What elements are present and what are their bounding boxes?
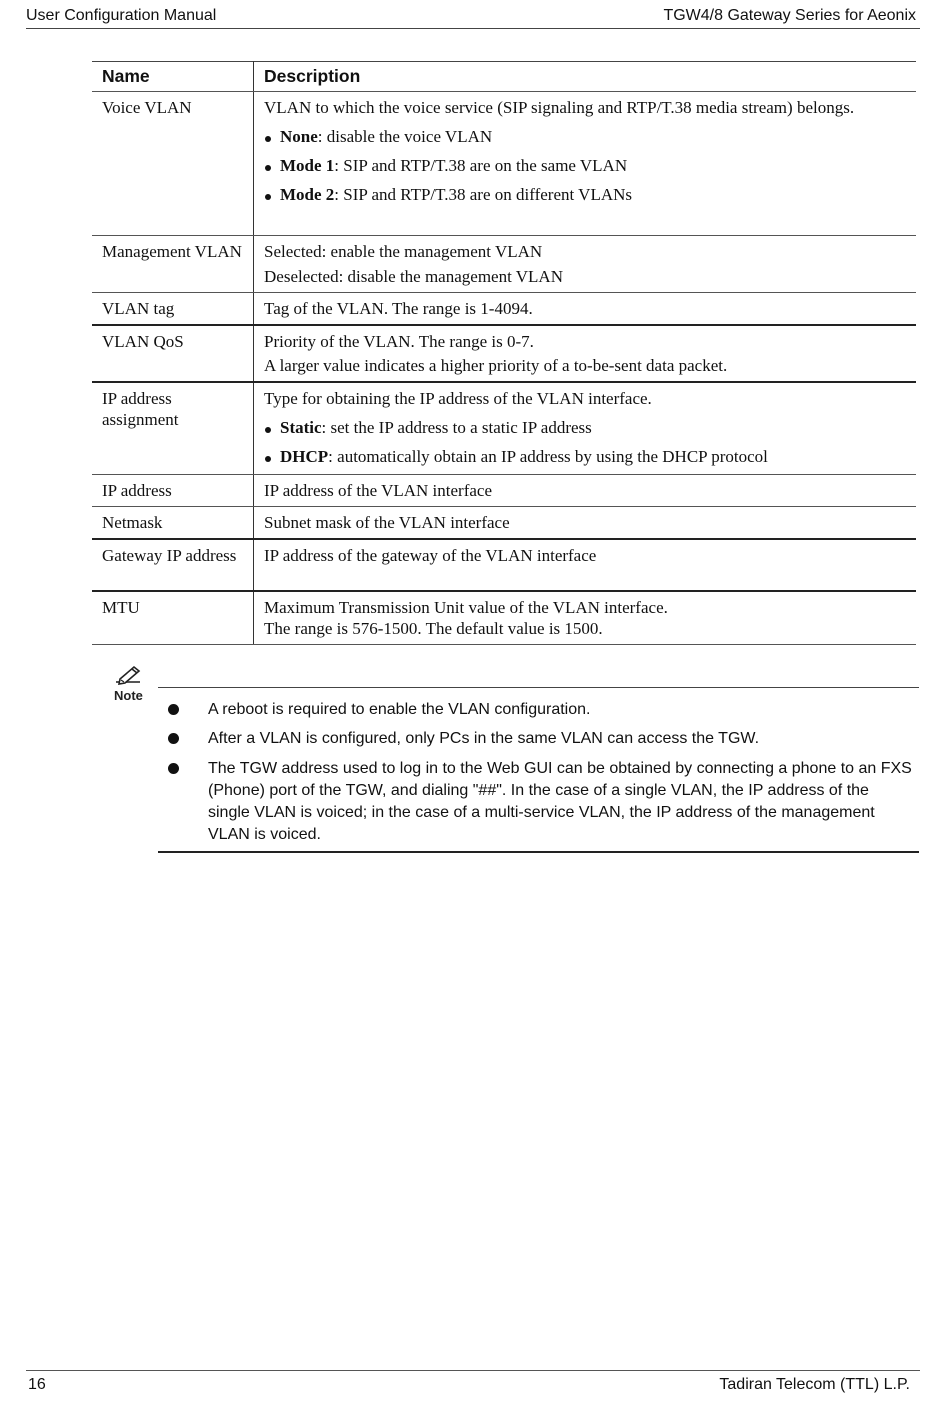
option-text: : automatically obtain an IP address by using the DHCP protocol	[328, 447, 768, 466]
table-row	[92, 539, 916, 591]
row-name: Gateway IP address	[92, 539, 254, 591]
table-row	[92, 474, 916, 506]
row-name: IP address assignment	[92, 382, 254, 474]
description-line: The range is 576-1500. The default value is 1500.	[264, 618, 603, 638]
table-row	[92, 325, 916, 382]
row-name: IP address	[92, 474, 254, 506]
company-name: Tadiran Telecom (TTL) L.P.	[719, 1376, 910, 1393]
option-item	[264, 126, 906, 147]
description-line: Type for obtaining the IP address of the VLAN interface.	[264, 389, 652, 408]
description-line: Tag of the VLAN. The range is 1-4094.	[264, 299, 533, 318]
option-item	[264, 184, 906, 205]
option-item	[264, 417, 906, 438]
row-name: VLAN QoS	[92, 325, 254, 382]
table-row	[92, 506, 916, 539]
description-line: Subnet mask of the VLAN interface	[264, 512, 510, 532]
option-term: None	[280, 127, 318, 146]
note-box	[158, 687, 919, 853]
pencil-icon	[112, 664, 146, 688]
option-text: : disable the voice VLAN	[317, 127, 493, 146]
row-description	[254, 382, 917, 474]
option-term: Static	[280, 418, 322, 437]
option-item	[264, 446, 906, 467]
column-header-description: Description	[254, 62, 917, 92]
row-name: Netmask	[92, 506, 254, 539]
table-header-row	[92, 62, 916, 92]
row-description	[254, 236, 917, 293]
note-item: The TGW address used to log in to the Web GUI can be obtained by connecting a phone to an FXS (Phone) port of the TGW, and dialing "##". In the case of a single VLAN, the IP address of the single VLAN is voiced; in the case of a multi-service VLAN, the IP address of the management VLAN is voiced.	[208, 758, 913, 846]
row-description	[254, 591, 917, 645]
option-list	[264, 126, 906, 205]
description-line: Maximum Transmission Unit value of the VLAN interface.	[264, 597, 668, 617]
description-line: Deselected: disable the management VLAN	[264, 267, 563, 286]
option-term: DHCP	[280, 447, 329, 466]
row-description	[254, 539, 917, 591]
table-row	[92, 293, 916, 326]
option-term: Mode 2	[280, 185, 335, 204]
row-name: Voice VLAN	[92, 92, 254, 236]
product-title: TGW4/8 Gateway Series for Aeonix	[663, 7, 916, 24]
option-item	[264, 155, 906, 176]
description-line: IP address of the VLAN interface	[264, 480, 493, 500]
option-term: Mode 1	[280, 156, 335, 175]
option-text: : SIP and RTP/T.38 are on different VLANs	[334, 185, 632, 204]
description-line: VLAN to which the voice service (SIP signaling and RTP/T.38 media stream) belongs.	[264, 98, 855, 117]
option-text: : set the IP address to a static IP address	[321, 418, 592, 437]
row-description	[254, 92, 917, 236]
note-item: A reboot is required to enable the VLAN configuration.	[208, 699, 913, 721]
table-row	[92, 92, 916, 236]
row-name: Management VLAN	[92, 236, 254, 293]
row-description	[254, 325, 917, 382]
option-text: : SIP and RTP/T.38 are on the same VLAN	[334, 156, 628, 175]
row-description	[254, 474, 917, 506]
note-icon	[112, 664, 146, 708]
manual-title: User Configuration Manual	[26, 7, 217, 24]
running-footer	[26, 1370, 920, 1405]
description-line: Selected: enable the management VLAN	[264, 242, 543, 261]
table-row	[92, 382, 916, 474]
parameter-table	[92, 61, 916, 645]
column-header-name: Name	[92, 62, 254, 92]
description-line: A larger value indicates a higher priority of a to-be-sent data packet.	[264, 356, 728, 375]
row-name: MTU	[92, 591, 254, 645]
note-label: Note	[114, 688, 143, 703]
row-description	[254, 506, 917, 539]
description-line: IP address of the gateway of the VLAN interface	[264, 545, 597, 565]
table-row	[92, 236, 916, 293]
row-name: VLAN tag	[92, 293, 254, 326]
option-list	[264, 417, 906, 467]
page-number: 16	[28, 1376, 46, 1393]
table-row	[92, 591, 916, 645]
row-description	[254, 293, 917, 326]
running-header	[26, 0, 920, 29]
description-line: Priority of the VLAN. The range is 0-7.	[264, 332, 534, 351]
note-item: After a VLAN is configured, only PCs in the same VLAN can access the TGW.	[208, 728, 913, 750]
